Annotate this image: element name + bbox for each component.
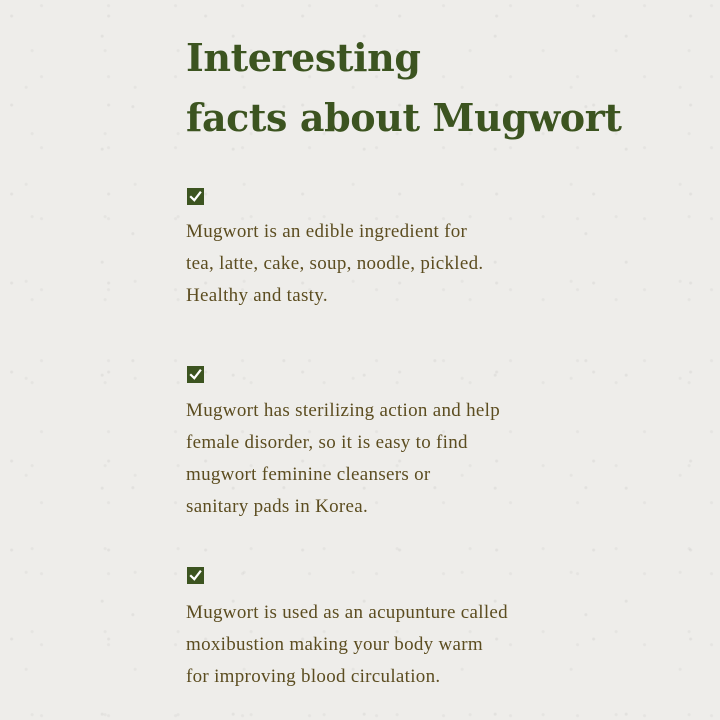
page-title-line-1: Interesting xyxy=(186,35,421,80)
fact-line: moxibustion making your body warm xyxy=(186,634,483,655)
fact-line: mugwort feminine cleansers or xyxy=(186,464,431,485)
fact-text xyxy=(186,597,508,693)
fact-line: Mugwort has sterilizing action and help xyxy=(186,400,501,421)
fact-line: for improving blood circulation. xyxy=(186,666,441,687)
fact-line: Mugwort is used as an acupunture called xyxy=(186,602,508,623)
fact-line: Mugwort is an edible ingredient for xyxy=(186,221,468,242)
fact-text xyxy=(186,216,483,312)
fact-line: tea, latte, cake, soup, noodle, pickled. xyxy=(186,253,484,274)
checkbox-checked-icon xyxy=(187,366,204,383)
checkbox-checked-icon xyxy=(187,567,204,584)
fact-line: female disorder, so it is easy to find xyxy=(186,432,468,453)
fact-line: sanitary pads in Korea. xyxy=(186,496,369,517)
page-title-line-2: facts about Mugwort xyxy=(186,95,622,140)
page-title xyxy=(186,28,622,148)
fact-text xyxy=(186,395,500,523)
checkbox-checked-icon xyxy=(187,188,204,205)
fact-line: Healthy and tasty. xyxy=(186,285,328,306)
